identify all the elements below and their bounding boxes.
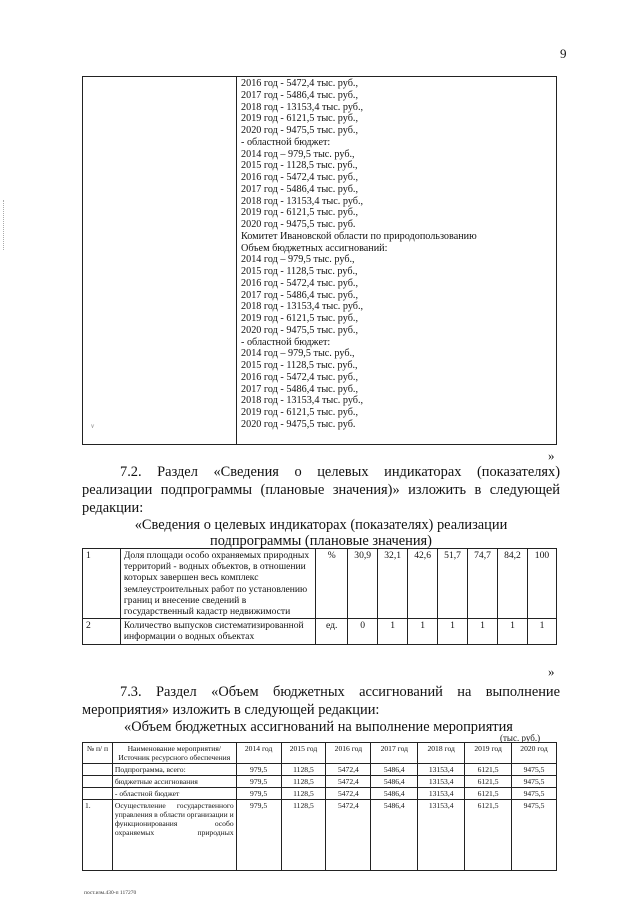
continuation-table-left-cell — [83, 77, 237, 444]
indicator-value: 0 — [348, 619, 378, 644]
budget-value: 6121,5 — [465, 800, 512, 871]
funding-line: 2016 год - 5472,4 тыс. руб., — [241, 277, 358, 289]
table-row — [83, 800, 557, 871]
table-row — [83, 764, 557, 776]
budget-value: 13153,4 — [418, 800, 465, 871]
section-7-3-paragraph — [82, 683, 560, 719]
close-quote: » — [548, 448, 555, 463]
indicators-table — [82, 548, 557, 645]
budget-value: 979,5 — [236, 764, 281, 776]
funding-line: 2016 год - 5472,4 тыс. руб., — [241, 172, 358, 183]
section-number: 7.3. — [120, 684, 142, 700]
indicators-title-line2: подпрограммы (плановые значения) — [210, 533, 432, 549]
budget-value: 979,5 — [236, 776, 281, 788]
funding-lines — [241, 78, 552, 431]
section-number: 7.2. — [120, 464, 142, 480]
column-header-year: 2019 год — [465, 743, 512, 764]
close-quote: » — [548, 664, 555, 679]
row-number: 1. — [83, 800, 113, 871]
document-code: пост.изм.430-п 117270 — [84, 890, 137, 896]
scan-edge-artifact — [3, 200, 6, 250]
budget-value: 5472,4 — [326, 788, 371, 800]
indicator-value: 1 — [468, 619, 498, 644]
funding-line: 2020 год - 9475,5 тыс. руб. — [241, 418, 356, 430]
funding-line: 2018 год - 13153,4 тыс. руб., — [241, 101, 364, 113]
budget-value: 9475,5 — [512, 800, 557, 871]
indicator-value: 30,9 — [348, 549, 378, 619]
section-7-2-paragraph — [82, 463, 560, 517]
row-number: 1 — [83, 549, 121, 619]
unit: % — [316, 549, 348, 619]
funding-line: 2019 год - 6121,5 тыс. руб., — [241, 113, 358, 125]
funding-line: 2018 год - 13153,4 тыс. руб., — [241, 395, 364, 407]
indicator-value: 100 — [527, 549, 556, 619]
budget-value: 6121,5 — [465, 788, 512, 800]
funding-line: - областной бюджет: — [241, 136, 331, 148]
funding-line: 2016 год - 5472,4 тыс. руб., — [241, 371, 358, 383]
table-row — [83, 776, 557, 788]
funding-line: 2014 год – 979,5 тыс. руб., — [241, 148, 355, 160]
indicator-name: Доля площади особо охраняемых природных территорий - водных объектов, в отношении которых завершен весь комплекс землеустроительных работ по установлению границ и внесение сведений в государственный кадастр недвижимости — [120, 549, 315, 619]
budget-value: 6121,5 — [465, 776, 512, 788]
column-header-year: 2017 год — [371, 743, 418, 764]
funding-line: - областной бюджет: — [241, 336, 331, 348]
funding-line: 2017 год - 5486,4 тыс. руб., — [241, 89, 358, 101]
continuation-table — [82, 76, 557, 445]
column-header-year: 2018 год — [418, 743, 465, 764]
funding-line: 2020 год - 9475,5 тыс. руб. — [241, 219, 356, 230]
indicator-value: 32,1 — [378, 549, 408, 619]
section-text: Раздел «Объем бюджетных ассигнований на выполнение мероприятия» изложить в следующей редакции: — [82, 684, 560, 718]
funding-line: 2015 год - 1128,5 тыс. руб., — [241, 360, 358, 371]
indicator-value: 1 — [408, 619, 438, 644]
budget-value: 9475,5 — [512, 788, 557, 800]
item-name: бюджетные ассигнования — [112, 776, 236, 788]
unit: ед. — [316, 619, 348, 644]
budget-value: 1128,5 — [281, 788, 326, 800]
funding-line: Объем бюджетных ассигнований: — [241, 242, 388, 254]
indicator-value: 84,2 — [497, 549, 527, 619]
budget-value: 5486,4 — [371, 764, 418, 776]
row-number — [83, 764, 113, 776]
funding-line: 2019 год - 6121,5 тыс. руб., — [241, 407, 358, 418]
indicator-value: 42,6 — [408, 549, 438, 619]
funding-line: 2019 год - 6121,5 тыс. руб., — [241, 313, 358, 324]
header-row — [83, 743, 557, 764]
budget-value: 5486,4 — [371, 800, 418, 871]
item-name: Подпрограмма, всего: — [112, 764, 236, 776]
budget-value: 5472,4 — [326, 764, 371, 776]
indicator-value: 74,7 — [468, 549, 498, 619]
item-name: - областной бюджет — [112, 788, 236, 800]
budget-value: 5472,4 — [326, 800, 371, 871]
budget-value: 9475,5 — [512, 776, 557, 788]
funding-line: Комитет Ивановской области по природопользованию — [241, 230, 477, 242]
indicators-title-line1: «Сведения о целевых индикаторах (показателях) реализации — [134, 517, 508, 533]
section-text: Раздел «Сведения о целевых индикаторах (показателях) реализации подпрограммы (плановые значения)» изложить в следующей редакции: — [82, 464, 560, 516]
budget-value: 1128,5 — [281, 764, 326, 776]
funding-line: 2014 год – 979,5 тыс. руб., — [241, 348, 355, 360]
budget-value: 5486,4 — [371, 776, 418, 788]
budget-value: 6121,5 — [465, 764, 512, 776]
budget-value: 13153,4 — [418, 788, 465, 800]
item-name: Осуществление государственного управления в области организации и функционирования особо охраняемых природных — [112, 800, 236, 871]
budget-value: 13153,4 — [418, 764, 465, 776]
budget-table — [82, 742, 557, 871]
column-header-year: 2020 год — [512, 743, 557, 764]
funding-line: 2017 год - 5486,4 тыс. руб., — [241, 289, 358, 301]
scan-mark: ν — [91, 422, 95, 430]
table-row — [83, 619, 557, 644]
funding-line: 2020 год - 9475,5 тыс. руб., — [241, 324, 358, 336]
indicator-value: 1 — [527, 619, 556, 644]
budget-value: 13153,4 — [418, 776, 465, 788]
indicator-value: 1 — [438, 619, 468, 644]
budget-value: 979,5 — [236, 788, 281, 800]
indicator-value: 1 — [378, 619, 408, 644]
budget-value: 1128,5 — [281, 776, 326, 788]
indicator-name: Количество выпусков систематизированной информации о водных объектах — [120, 619, 315, 644]
funding-line: 2014 год – 979,5 тыс. руб., — [241, 254, 355, 266]
budget-value: 5486,4 — [371, 788, 418, 800]
funding-line: 2015 год - 1128,5 тыс. руб., — [241, 160, 358, 172]
column-header-year: 2015 год — [281, 743, 326, 764]
funding-line: 2018 год - 13153,4 тыс. руб., — [241, 195, 364, 207]
indicator-value: 51,7 — [438, 549, 468, 619]
row-number: 2 — [83, 619, 121, 644]
indicator-value: 1 — [497, 619, 527, 644]
table-row — [83, 549, 557, 619]
row-number — [83, 788, 113, 800]
row-number — [83, 776, 113, 788]
column-header-number: № п/ п — [83, 743, 113, 764]
units-label: (тыс. руб.) — [500, 733, 541, 743]
funding-line: 2018 год - 13153,4 тыс. руб., — [241, 301, 364, 313]
column-header-year: 2016 год — [326, 743, 371, 764]
funding-line: 2015 год - 1128,5 тыс. руб., — [241, 266, 358, 277]
column-header-name: Наименование мероприятия/Источник ресурсного обеспечения — [112, 743, 236, 764]
budget-value: 1128,5 — [281, 800, 326, 871]
funding-line: 2020 год - 9475,5 тыс. руб., — [241, 125, 358, 136]
funding-line: 2019 год - 6121,5 тыс. руб., — [241, 207, 358, 219]
budget-value: 9475,5 — [512, 764, 557, 776]
table-row — [83, 788, 557, 800]
budget-value: 979,5 — [236, 800, 281, 871]
column-header-year: 2014 год — [236, 743, 281, 764]
page-number: 9 — [560, 46, 567, 61]
budget-title: «Объем бюджетных ассигнований на выполнение мероприятия — [124, 719, 513, 735]
funding-line: 2016 год - 5472,4 тыс. руб., — [241, 78, 358, 89]
funding-line: 2017 год - 5486,4 тыс. руб., — [241, 183, 358, 195]
funding-line: 2017 год - 5486,4 тыс. руб., — [241, 383, 358, 395]
budget-value: 5472,4 — [326, 776, 371, 788]
